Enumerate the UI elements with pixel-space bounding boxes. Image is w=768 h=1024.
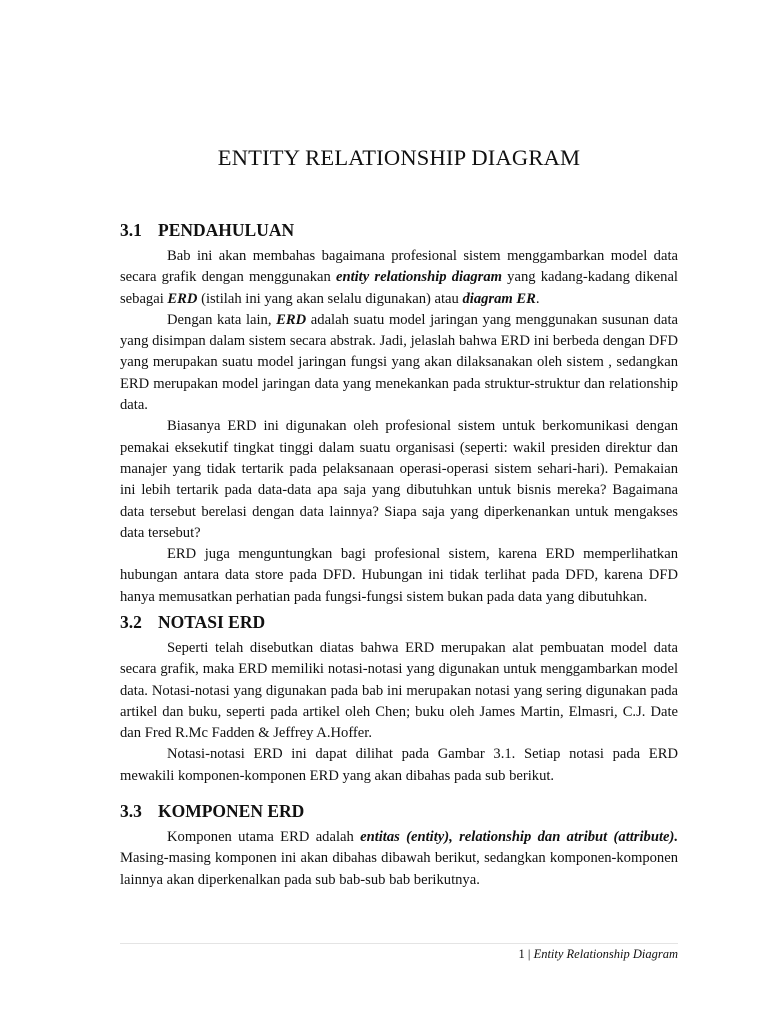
footer-label: Entity Relationship Diagram	[533, 947, 678, 961]
emphasized-text: ERD	[276, 311, 307, 328]
body-paragraph	[120, 246, 678, 310]
page-number: 1	[518, 947, 525, 961]
body-paragraph	[120, 310, 678, 416]
section-notasi-erd	[120, 610, 678, 787]
paragraph-text: Seperti telah disebutkan diatas bahwa ERD merupakan alat pembuatan model data secara grafik, maka ERD memiliki notasi-notasi yang digunakan untuk menggambarkan model data. Notasi-notasi yang digunakan pada bab ini merupakan notasi yang sering digunakan pada artikel dan buku, seperti pada artikel oleh Chen; buku oleh James Martin, Elmasri, C.J. Date dan Fred R.Mc Fadden & Jeffrey A.Hoffer.	[120, 640, 678, 742]
paragraph-text: Bab ini akan membahas bagaimana profesional sistem menggambarkan model data secara grafik dengan menggunakan	[120, 248, 678, 286]
emphasized-text: entity relationship diagram	[335, 269, 503, 286]
paragraph-text: (istilah ini yang akan selalu digunakan) atau	[197, 290, 463, 307]
section-heading	[120, 610, 678, 634]
section-number: 3.2	[120, 612, 142, 632]
paragraph-text: yang kadang-kadang dikenal sebagai	[120, 269, 678, 307]
paragraph-text: Dengan kata lain,	[167, 311, 277, 328]
paragraph-text: adalah suatu model jaringan yang menggunakan susunan data yang disimpan dalam sistem secara abstrak. Jadi, jelaslah bahwa ERD ini berbeda dengan DFD yang merupakan suatu model jaringan fungsi yang akan dilaksanakan oleh sistem , sedangkan ERD merupakan model jaringan data yang menekankan pada struktur-struktur dan relationship data.	[120, 311, 678, 414]
body-paragraph	[120, 827, 678, 891]
section-komponen-erd	[120, 799, 678, 891]
page-footer	[519, 946, 678, 962]
emphasized-text: entitas (entity), relationship dan atribut (attribute).	[360, 829, 678, 845]
section-title: PENDAHULUAN	[158, 220, 295, 240]
section-heading	[120, 218, 678, 242]
paragraph-text: Biasanya ERD ini digunakan oleh profesional sistem untuk berkomunikasi dengan pemakai eksekutif tingkat tinggi dalam suatu organisasi (seperti: wakil presiden direktur dan manajer yang tidak tertarik pada pelaksanaan operasi-operasi sistem sehari-hari). Pemakaian ini lebih tertarik pada data-data apa saja yang dibutuhkan untuk bisnis mereka? Bagaimana data tersebut berelasi dengan data lainnya? Siapa saja yang diperkenankan untuk mengakses data tersebut?	[120, 418, 678, 541]
paragraph-text: Notasi-notasi ERD ini dapat dilihat pada Gambar 3.1. Setiap notasi pada ERD mewakili komponen-komponen ERD yang akan dibahas pada sub berikut.	[120, 746, 678, 784]
section-body	[120, 246, 678, 608]
footer-separator: |	[524, 947, 534, 961]
paragraph-text: Masing-masing komponen ini akan dibahas dibawah berikut, sedangkan komponen-komponen lainnya akan diperkenalkan pada sub bab-sub bab berikutnya.	[120, 850, 678, 888]
section-number: 3.1	[120, 220, 142, 240]
section-body	[120, 827, 678, 891]
paragraph-text: Komponen utama ERD adalah	[167, 829, 361, 845]
section-heading	[120, 799, 678, 823]
section-title: KOMPONEN ERD	[158, 801, 305, 821]
section-body	[120, 638, 678, 787]
section-pendahuluan	[120, 218, 678, 608]
footer-divider	[120, 943, 678, 944]
emphasized-text: diagram ER	[462, 290, 536, 307]
body-paragraph	[120, 544, 678, 608]
paragraph-text: ERD juga menguntungkan bagi profesional sistem, karena ERD memperlihatkan hubungan antara data store pada DFD. Hubungan ini tidak terlihat pada DFD, karena DFD hanya memusatkan perhatian pada fungsi-fungsi sistem bukan pada data yang dibutuhkan.	[120, 546, 678, 605]
body-paragraph	[120, 638, 678, 744]
section-title: NOTASI ERD	[158, 612, 266, 632]
page-title: ENTITY RELATIONSHIP DIAGRAM	[217, 145, 581, 170]
body-paragraph	[120, 416, 678, 544]
paragraph-text: .	[535, 290, 540, 307]
emphasized-text: ERD	[167, 290, 198, 307]
body-paragraph	[120, 744, 678, 787]
section-number: 3.3	[120, 801, 142, 821]
